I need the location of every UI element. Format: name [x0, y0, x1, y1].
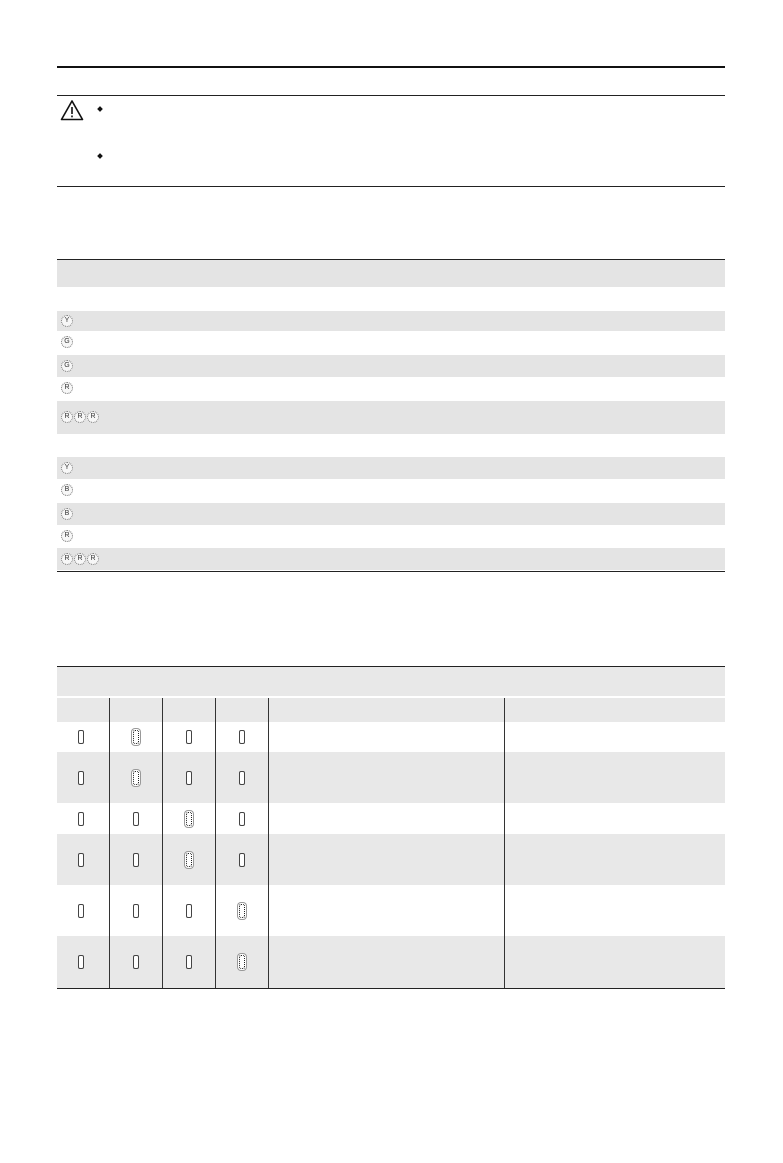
status-row	[57, 548, 725, 570]
led-red-icon: R	[61, 530, 73, 542]
led-indicator	[61, 312, 74, 330]
status-row	[57, 479, 725, 502]
led-solid-icon	[186, 955, 192, 969]
status-table-bottom-rule	[57, 571, 725, 572]
led-indicator	[61, 357, 74, 375]
battery-table-column-header	[57, 698, 725, 722]
led-solid-icon	[133, 853, 139, 867]
status-table-header	[57, 260, 725, 287]
led-blinking-icon	[186, 853, 192, 867]
led-blinking-icon	[133, 771, 139, 785]
led-solid-icon	[239, 730, 245, 744]
warning-bottom-rule	[57, 186, 725, 187]
led-indicator	[61, 409, 100, 427]
status-section-heading	[57, 434, 725, 457]
led-solid-icon	[78, 904, 84, 918]
led-red-icon: R	[87, 553, 99, 565]
led-red-icon: R	[74, 553, 86, 565]
status-row	[57, 401, 725, 434]
led-indicator	[61, 505, 74, 523]
led-indicator	[61, 334, 74, 352]
led-solid-icon	[78, 812, 84, 826]
status-row	[57, 525, 725, 547]
led-indicator	[61, 527, 74, 545]
led-solid-icon	[78, 853, 84, 867]
led-red-icon: R	[61, 382, 73, 394]
led-red-icon: R	[61, 553, 73, 565]
led-indicator	[61, 482, 74, 500]
led-blinking-icon	[186, 812, 192, 826]
status-section-heading	[57, 287, 725, 310]
led-yellow-icon: Y	[61, 462, 73, 474]
led-solid-icon	[239, 812, 245, 826]
status-row	[57, 503, 725, 525]
battery-level-row	[57, 803, 725, 834]
led-solid-icon	[78, 771, 84, 785]
column-divider	[504, 698, 505, 988]
led-red-icon: R	[61, 411, 73, 423]
led-solid-icon	[78, 955, 84, 969]
led-indicator	[61, 550, 100, 568]
led-red-icon: R	[87, 411, 99, 423]
led-indicator	[61, 380, 74, 398]
led-blinking-icon	[239, 904, 245, 918]
led-solid-icon	[239, 771, 245, 785]
battery-level-row	[57, 834, 725, 885]
status-row	[57, 355, 725, 377]
led-solid-icon	[133, 812, 139, 826]
led-solid-icon	[78, 730, 84, 744]
warning-bullet-1	[97, 106, 103, 112]
led-blinking-icon	[239, 955, 245, 969]
column-divider	[162, 698, 163, 988]
led-green-icon: G	[61, 336, 73, 348]
led-solid-icon	[133, 955, 139, 969]
led-blue-icon: B	[61, 508, 73, 520]
led-solid-icon	[186, 904, 192, 918]
warning-top-rule	[57, 95, 725, 96]
status-row	[57, 377, 725, 400]
led-green-icon: G	[61, 360, 73, 372]
led-red-icon: R	[74, 411, 86, 423]
led-solid-icon	[186, 771, 192, 785]
battery-level-row	[57, 885, 725, 936]
column-divider	[215, 698, 216, 988]
battery-level-row	[57, 936, 725, 988]
led-solid-icon	[133, 904, 139, 918]
battery-table-bottom-rule	[57, 988, 725, 989]
status-row	[57, 331, 725, 354]
warning-bullet-2	[97, 153, 103, 159]
led-solid-icon	[239, 853, 245, 867]
status-row	[57, 457, 725, 479]
warning-triangle-icon	[60, 99, 84, 121]
led-solid-icon	[186, 730, 192, 744]
top-rule	[57, 66, 725, 68]
battery-level-row	[57, 722, 725, 752]
led-blue-icon: B	[61, 484, 73, 496]
led-blinking-icon	[133, 730, 139, 744]
battery-level-row	[57, 752, 725, 803]
column-divider	[109, 698, 110, 988]
led-yellow-icon: Y	[61, 315, 73, 327]
status-row	[57, 311, 725, 331]
column-divider	[268, 698, 269, 988]
led-indicator	[61, 459, 74, 477]
battery-table-header	[57, 667, 725, 696]
